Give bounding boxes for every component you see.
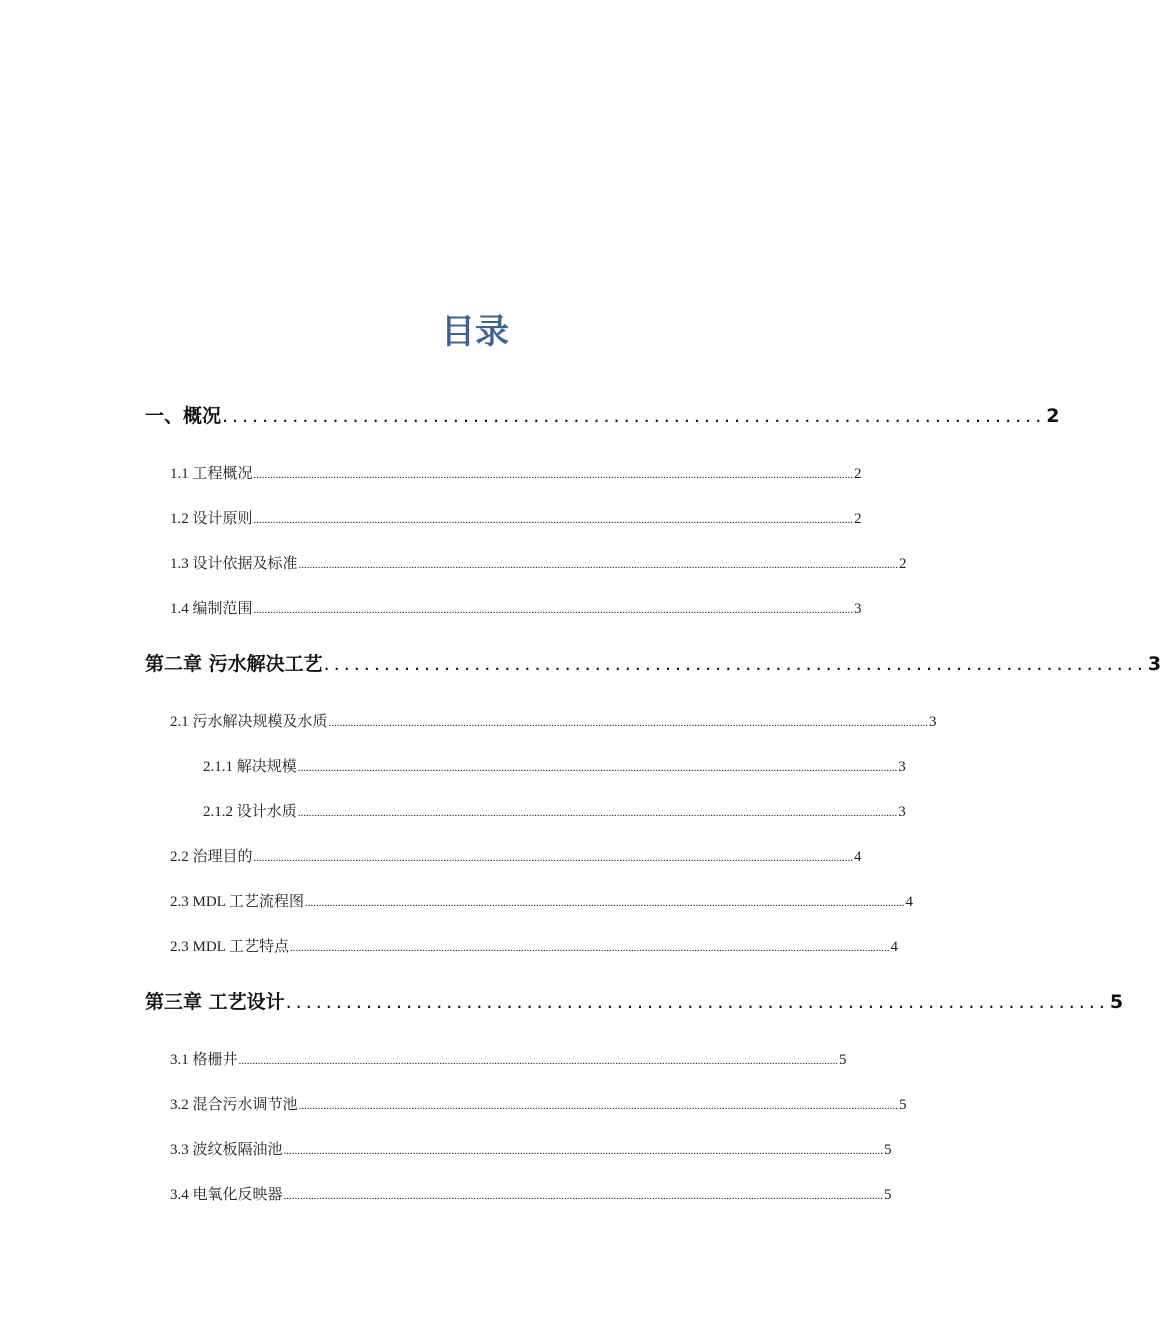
toc-entry-label: 2.1 污水解决规模及水质 [170, 714, 328, 730]
dot-leader: .......................................................................................................................................................................................................................... [297, 762, 898, 774]
dot-leader: .................................................................................. [285, 991, 1109, 1013]
toc-page-number: 2 [854, 511, 862, 527]
toc-page-number: 3 [929, 714, 937, 730]
toc-entry-label: 3.1 格栅井 [170, 1052, 238, 1068]
toc-entry-label: 2.3 MDL 工艺流程图 [170, 894, 305, 910]
toc-entry-label: 2.1.1 解决规模 [203, 759, 297, 775]
toc-page-number: 2 [899, 556, 907, 572]
toc-chapter-1[interactable] [145, 402, 1060, 430]
toc-page-number: 3 [854, 601, 862, 617]
toc-section-2-3-features[interactable] [170, 936, 899, 959]
toc-section-1-4[interactable] [170, 598, 862, 621]
toc-entry-label: 第三章 工艺设计 [145, 991, 285, 1013]
toc-page-number: 3 [898, 804, 906, 820]
dot-leader: .................................................................................. [222, 405, 1046, 427]
dot-leader: .......................................................................................................................................................................................................................... [283, 1145, 884, 1157]
toc-entry-label: 1.2 设计原则 [170, 511, 253, 527]
toc-section-3-3[interactable] [170, 1139, 892, 1162]
toc-page-number: 4 [890, 939, 899, 955]
toc-subsection-2-1-2[interactable] [203, 801, 906, 824]
toc-page-number: 4 [905, 894, 914, 910]
toc-entry-label: 1.3 设计依据及标准 [170, 556, 298, 572]
toc-page-number: 4 [854, 849, 862, 865]
toc-page-number: 5 [839, 1052, 847, 1068]
toc-section-2-2[interactable] [170, 846, 862, 869]
toc-chapter-3[interactable] [145, 988, 1124, 1016]
toc-page-number: 5 [884, 1187, 892, 1203]
toc-entry-label: 第二章 污水解决工艺 [145, 653, 323, 675]
dot-leader: .......................................................................................................................................................................................................................... [328, 717, 929, 729]
toc-chapter-2[interactable] [145, 650, 1161, 678]
toc-page-number: 2 [1046, 405, 1060, 427]
toc-section-2-1[interactable] [170, 711, 937, 734]
toc-entry-label: 1.4 编制范围 [170, 601, 253, 617]
toc-page-number: 5 [899, 1097, 907, 1113]
dot-leader: .................................................................................. [323, 653, 1147, 675]
dot-leader: .......................................................................................................................................................................................................................... [253, 604, 854, 616]
toc-section-3-1[interactable] [170, 1049, 847, 1072]
toc-section-1-3[interactable] [170, 553, 907, 576]
dot-leader: .......................................................................................................................................................................................................................... [298, 1100, 899, 1112]
toc-entry-label: 2.1.2 设计水质 [203, 804, 297, 820]
toc-entry-label: 3.2 混合污水调节池 [170, 1097, 298, 1113]
toc-entry-label: 一、概况 [145, 405, 222, 427]
dot-leader: .......................................................................................................................................................................................................................... [253, 514, 854, 526]
dot-leader: .......................................................................................................................................................................................................................... [253, 852, 854, 864]
toc-page-number: 5 [884, 1142, 892, 1158]
toc-entry-label: 2.2 治理目的 [170, 849, 253, 865]
toc-entry-label: 1.1 工程概况 [170, 466, 253, 482]
toc-entry-label: 2.3 MDL 工艺特点 [170, 939, 290, 955]
toc-section-3-2[interactable] [170, 1094, 907, 1117]
dot-leader: .......................................................................................................................................................................................................................... [238, 1055, 839, 1067]
toc-subsection-2-1-1[interactable] [203, 756, 906, 779]
toc-page-number: 3 [898, 759, 906, 775]
dot-leader: .......................................................................................................................................................................................................................... [253, 469, 854, 481]
dot-leader: .......................................................................................................................................................................................................................... [298, 559, 899, 571]
toc-page-number: 3 [1147, 653, 1161, 675]
toc-page-number: 5 [1109, 991, 1124, 1013]
dot-leader: .......................................................................................................................................................................................................................... [290, 942, 890, 954]
dot-leader: .......................................................................................................................................................................................................................... [297, 807, 898, 819]
toc-entry-label: 3.3 波纹板隔油池 [170, 1142, 283, 1158]
toc-section-1-1[interactable] [170, 463, 862, 486]
toc-title: 目录 [441, 312, 509, 352]
toc-page-number: 2 [854, 466, 862, 482]
toc-section-1-2[interactable] [170, 508, 862, 531]
toc-section-2-3-flowchart[interactable] [170, 891, 914, 914]
toc-section-3-4[interactable] [170, 1184, 892, 1207]
dot-leader: .......................................................................................................................................................................................................................... [305, 897, 905, 909]
dot-leader: .......................................................................................................................................................................................................................... [283, 1190, 884, 1202]
toc-entry-label: 3.4 电氧化反映器 [170, 1187, 283, 1203]
